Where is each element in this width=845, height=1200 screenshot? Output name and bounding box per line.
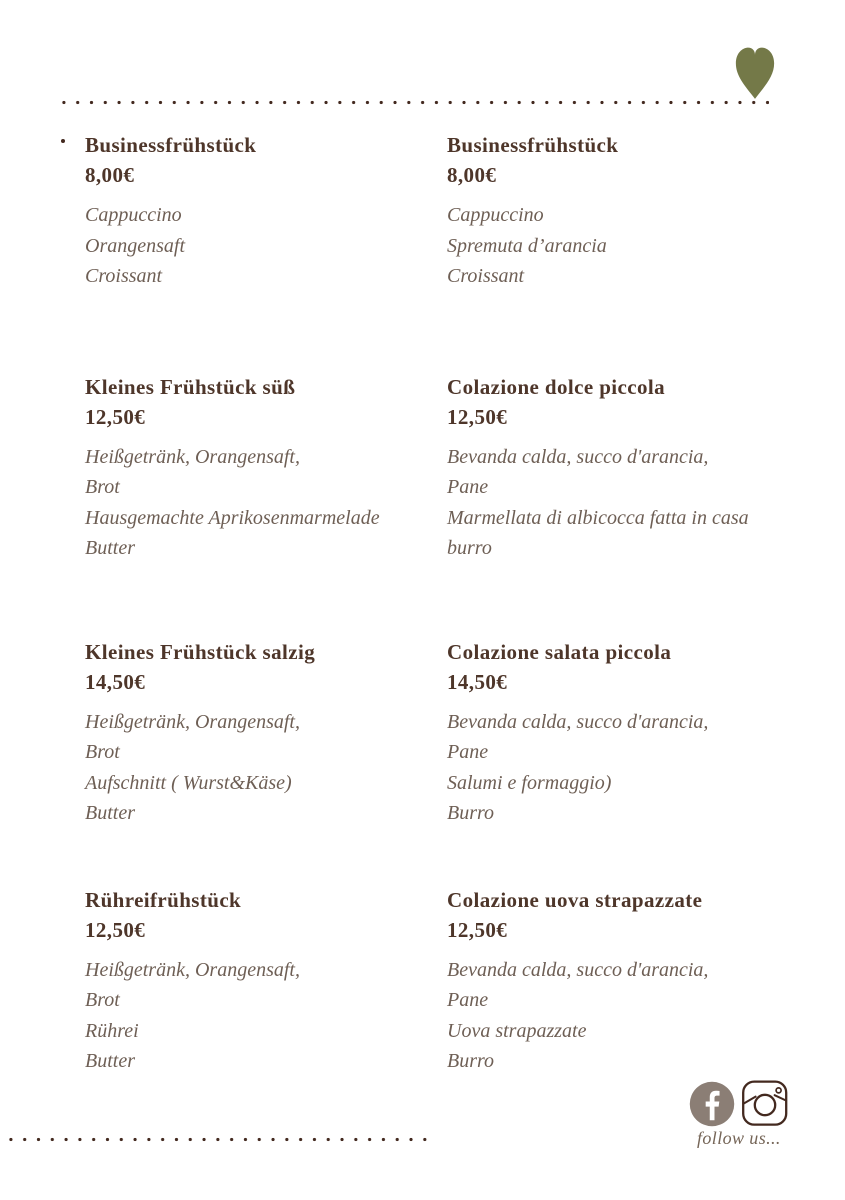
menu-item-line: Croissant: [85, 265, 163, 287]
menu-item-title: Colazione dolce piccola: [447, 374, 666, 399]
menu-section-scrambled-it: [447, 885, 807, 1077]
menu-item-line: Heißgetränk, Orangensaft,: [85, 958, 300, 981]
menu-item-line: Heißgetränk, Orangensaft,: [85, 710, 300, 733]
menu-grid: [85, 130, 807, 1077]
menu-item-line: Cappuccino: [85, 204, 182, 226]
menu-section-business-de: [85, 130, 447, 292]
menu-item-line: Salumi e formaggio): [447, 771, 612, 794]
menu-section-business-it: [447, 130, 807, 292]
facebook-icon[interactable]: [689, 1081, 735, 1127]
menu-item-line: Butter: [85, 802, 135, 824]
menu-item-line: burro: [447, 537, 492, 559]
menu-item-line: Heißgetränk, Orangensaft,: [85, 445, 300, 468]
menu-item-line: Pane: [447, 476, 489, 498]
menu-item-line: Rührei: [85, 1019, 139, 1042]
menu-item-price: 12,50€: [85, 404, 146, 429]
menu-item-line: Marmellata di albicocca fatta in casa: [447, 506, 749, 529]
menu-item-line: Cappuccino: [447, 204, 544, 226]
menu-item-line: Aufschnitt ( Wurst&Käse): [85, 771, 292, 794]
bottom-dotted-divider: [4, 1137, 434, 1142]
menu-item-title: Colazione salata piccola: [447, 639, 672, 664]
menu-item-line: Pane: [447, 989, 489, 1011]
menu-item-title: Businessfrühstück: [447, 133, 619, 157]
menu-item-title: Kleines Frühstück süß: [85, 374, 296, 399]
menu-item-title: Colazione uova strapazzate: [447, 887, 703, 912]
menu-item-title: Businessfrühstück: [85, 133, 257, 157]
menu-item-price: 12,50€: [447, 917, 508, 942]
follow-us-label: follow us...: [697, 1128, 781, 1148]
menu-section-savory-it: [447, 637, 807, 829]
menu-section-savory-de: [85, 637, 447, 829]
menu-section-sweet-it: [447, 372, 807, 564]
menu-item-line: Uova strapazzate: [447, 1019, 587, 1042]
menu-item-line: Pane: [447, 741, 489, 763]
menu-item-price: 12,50€: [447, 404, 508, 429]
menu-item-line: Brot: [85, 741, 120, 763]
menu-item-line: Bevanda calda, succo d'arancia,: [447, 958, 709, 981]
menu-item-price: 12,50€: [85, 917, 146, 942]
menu-item-line: Brot: [85, 989, 120, 1011]
top-dotted-divider: [57, 100, 769, 105]
instagram-icon[interactable]: [741, 1079, 789, 1127]
heart-icon: [733, 45, 777, 101]
menu-item-line: Burro: [447, 1050, 495, 1072]
menu-item-line: Brot: [85, 476, 120, 498]
menu-item-title: Kleines Frühstück salzig: [85, 639, 316, 664]
menu-item-line: Butter: [85, 1050, 135, 1072]
menu-item-line: Bevanda calda, succo d'arancia,: [447, 710, 709, 733]
menu-item-line: Orangensaft: [85, 234, 185, 257]
menu-item-line: Butter: [85, 537, 135, 559]
menu-item-price: 14,50€: [85, 669, 146, 694]
menu-section-sweet-de: [85, 372, 447, 564]
menu-item-line: Hausgemachte Aprikosenmarmelade: [85, 506, 380, 529]
menu-item-price: 14,50€: [447, 669, 508, 694]
menu-item-line: Bevanda calda, succo d'arancia,: [447, 445, 709, 468]
menu-item-line: Croissant: [447, 265, 525, 287]
menu-item-price: 8,00€: [447, 163, 497, 187]
menu-section-scrambled-de: [85, 885, 447, 1077]
menu-item-price: 8,00€: [85, 163, 135, 187]
margin-dot: [61, 139, 65, 143]
menu-item-line: Burro: [447, 802, 495, 824]
menu-item-line: Spremuta d’arancia: [447, 234, 607, 257]
menu-item-title: Rühreifrühstück: [85, 887, 242, 912]
